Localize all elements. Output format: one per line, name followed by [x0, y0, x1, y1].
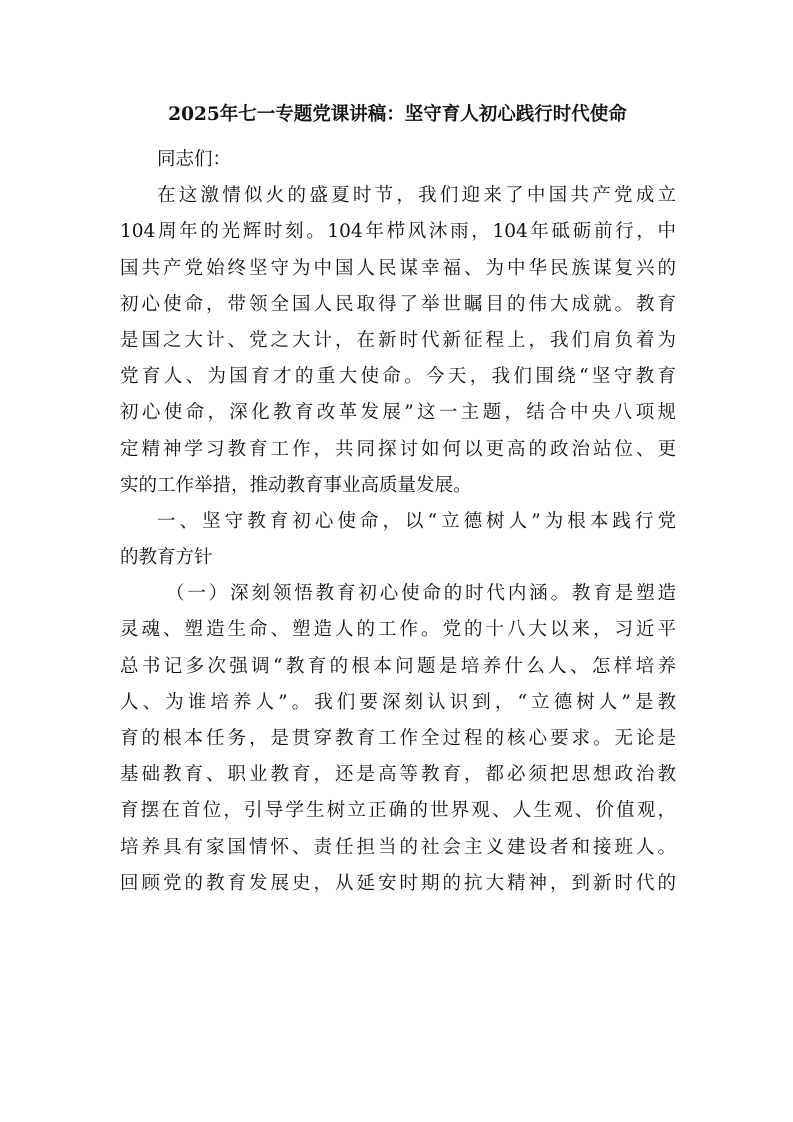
paragraph-line: 人、为谁培养人”。我们要深刻认识到，“立德树人”是教 [120, 691, 676, 713]
paragraph-line: 初心使命，带领全国人民取得了举世瞩目的伟大成就。教育 [120, 293, 676, 315]
paragraph-line: 实的工作举措，推动教育事业高质量发展。 [120, 474, 472, 496]
paragraph-line: 定精神学习教育工作，共同探讨如何以更高的政治站位、更 [120, 438, 676, 460]
paragraph-line: 党育人、为国育才的重大使命。今天，我们围绕“坚守教育 [120, 366, 676, 388]
paragraph-line: 104周年的光辉时刻。104年栉风沐雨，104年砥砺前行，中 [120, 221, 676, 243]
paragraph-line: 在这激情似火的盛夏时节，我们迎来了中国共产党成立 [157, 185, 676, 207]
paragraph-line: 是国之大计、党之大计，在新时代新征程上，我们肩负着为 [120, 329, 676, 351]
paragraph-line: 灵魂、塑造生命、塑造人的工作。党的十八大以来，习近平 [120, 619, 676, 641]
document-title: 2025年七一专题党课讲稿：坚守育人初心践行时代使命 [168, 104, 627, 125]
paragraph-line: 培养具有家国情怀、责任担当的社会主义建设者和接班人。 [120, 836, 676, 858]
paragraph-line: 总书记多次强调“教育的根本问题是培养什么人、怎样培养 [120, 655, 676, 677]
paragraph-line: 国共产党始终坚守为中国人民谋幸福、为中华民族谋复兴的 [120, 257, 676, 279]
subsection-line: （一）深刻领悟教育初心使命的时代内涵。教育是塑造 [166, 583, 676, 605]
document-body [120, 142, 676, 902]
paragraph-line: 育摆在首位，引导学生树立正确的世界观、人生观、价值观， [120, 800, 676, 822]
section-heading-line: 的教育方针 [120, 547, 213, 569]
paragraph-line: 初心使命，深化教育改革发展”这一主题，结合中央八项规 [120, 402, 676, 424]
paragraph-line: 育的根本任务，是贯穿教育工作全过程的核心要求。无论是 [120, 728, 676, 749]
paragraph-line: 回顾党的教育发展史，从延安时期的抗大精神，到新时代的 [120, 872, 676, 894]
section-heading-line: 一、坚守教育初心使命，以“立德树人”为根本践行党 [157, 510, 676, 532]
paragraph-line: 基础教育、职业教育，还是高等教育，都必须把思想政治教 [120, 764, 676, 786]
salutation-line: 同志们： [157, 149, 232, 170]
